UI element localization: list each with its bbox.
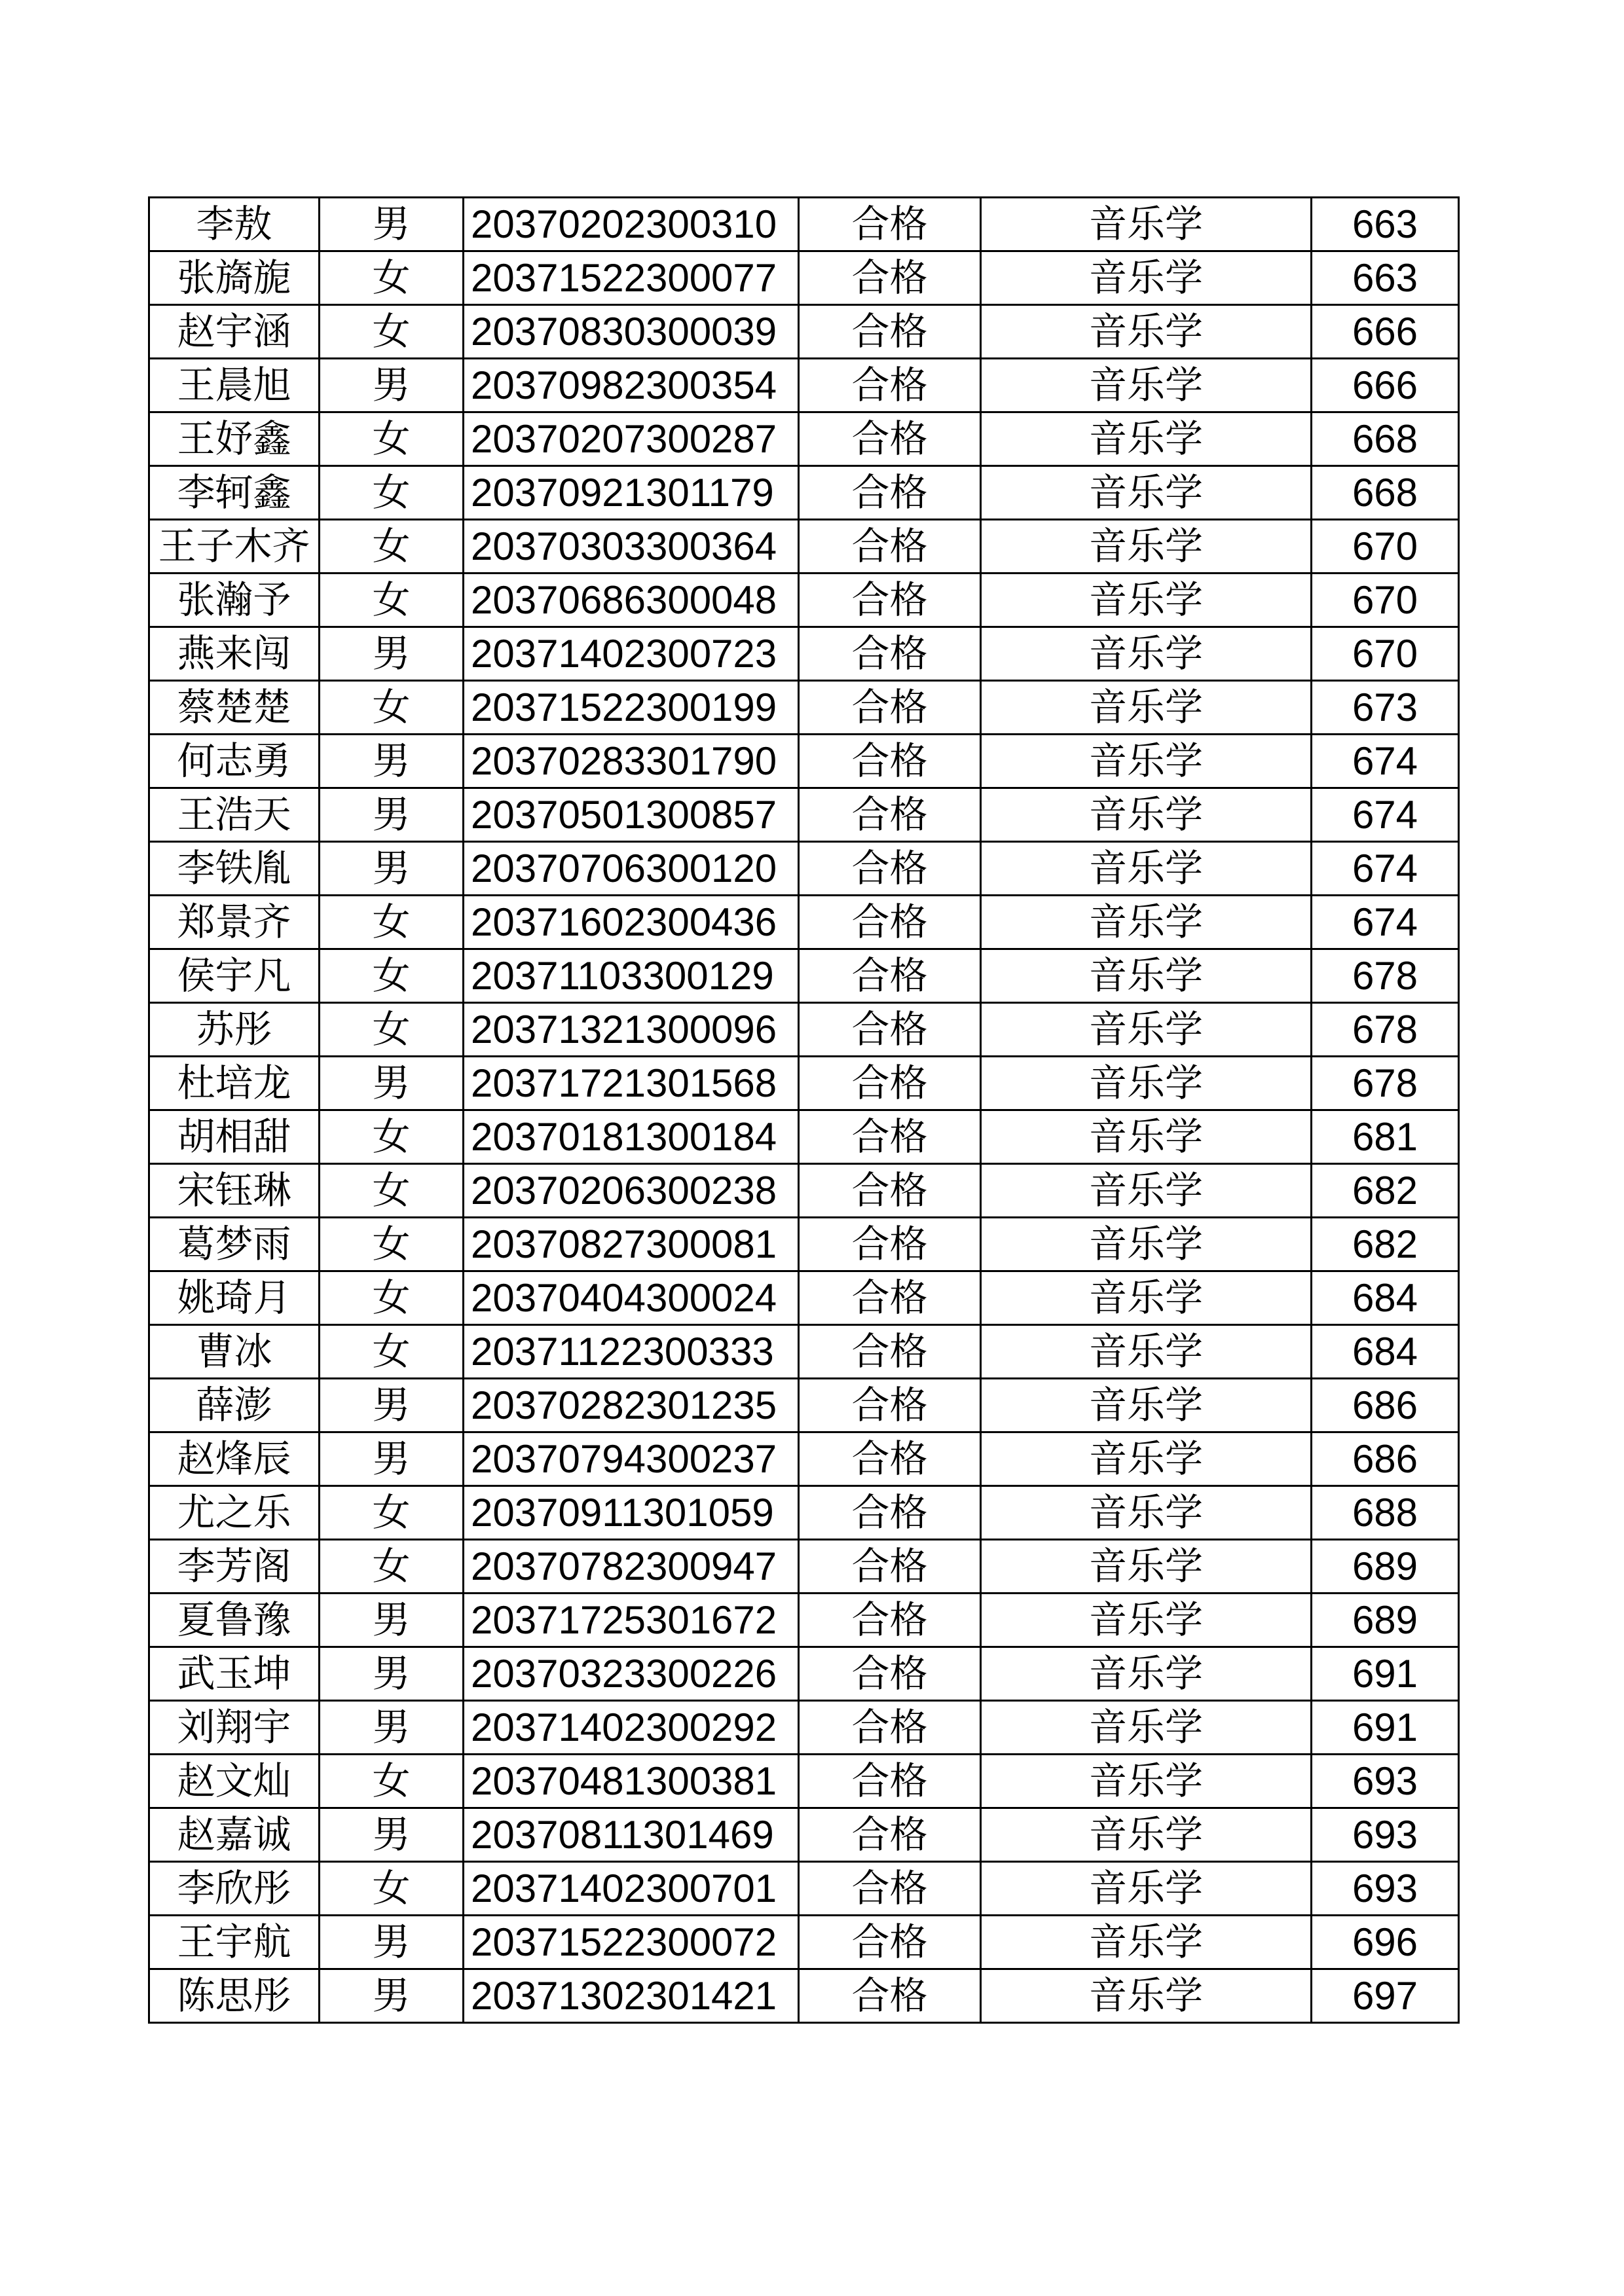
cell-score: 678 [1312,1003,1459,1057]
cell-result: 合格 [799,1969,981,2023]
table-row [149,842,1459,896]
cell-score: 674 [1312,735,1459,788]
table-row [149,305,1459,359]
cell-major: 音乐学 [981,466,1312,520]
cell-score: 666 [1312,305,1459,359]
cell-result: 合格 [799,1325,981,1379]
table-row [149,1969,1459,2023]
table-row [149,1110,1459,1164]
cell-score: 689 [1312,1594,1459,1647]
cell-result: 合格 [799,251,981,305]
cell-gender: 女 [320,681,464,735]
cell-exam-id: 20371321300096 [464,1003,799,1057]
cell-score: 684 [1312,1325,1459,1379]
cell-name: 李敖 [149,198,320,251]
cell-name: 王妤鑫 [149,412,320,466]
cell-major: 音乐学 [981,359,1312,412]
cell-major: 音乐学 [981,1647,1312,1701]
table-row [149,949,1459,1003]
cell-result: 合格 [799,1862,981,1916]
cell-exam-id: 20370181300184 [464,1110,799,1164]
cell-score: 673 [1312,681,1459,735]
table-row [149,1701,1459,1755]
cell-exam-id: 20370202300310 [464,198,799,251]
cell-gender: 女 [320,412,464,466]
cell-exam-id: 20371302301421 [464,1969,799,2023]
cell-score: 668 [1312,412,1459,466]
cell-exam-id: 20371522300077 [464,251,799,305]
cell-score: 697 [1312,1969,1459,2023]
table-row [149,627,1459,681]
cell-result: 合格 [799,1271,981,1325]
cell-exam-id: 20370283301790 [464,735,799,788]
cell-result: 合格 [799,359,981,412]
cell-major: 音乐学 [981,735,1312,788]
cell-result: 合格 [799,1057,981,1110]
cell-exam-id: 20370501300857 [464,788,799,842]
cell-gender: 男 [320,627,464,681]
cell-gender: 男 [320,1432,464,1486]
cell-score: 670 [1312,574,1459,627]
cell-gender: 男 [320,842,464,896]
cell-gender: 男 [320,359,464,412]
cell-name: 王晨旭 [149,359,320,412]
cell-result: 合格 [799,788,981,842]
table-row [149,520,1459,574]
cell-score: 674 [1312,896,1459,949]
cell-gender: 男 [320,1916,464,1969]
cell-name: 李轲鑫 [149,466,320,520]
table-row [149,735,1459,788]
cell-name: 张瀚予 [149,574,320,627]
cell-exam-id: 20371721301568 [464,1057,799,1110]
cell-exam-id: 20371602300436 [464,896,799,949]
cell-exam-id: 20370782300947 [464,1540,799,1594]
cell-score: 666 [1312,359,1459,412]
cell-score: 678 [1312,1057,1459,1110]
cell-gender: 女 [320,1325,464,1379]
cell-name: 王子木齐 [149,520,320,574]
cell-exam-id: 20370282301235 [464,1379,799,1432]
cell-name: 胡相甜 [149,1110,320,1164]
table-row [149,251,1459,305]
cell-major: 音乐学 [981,1862,1312,1916]
table-row [149,788,1459,842]
table-row [149,574,1459,627]
cell-result: 合格 [799,1540,981,1594]
cell-name: 赵宇涵 [149,305,320,359]
cell-score: 682 [1312,1164,1459,1218]
cell-score: 668 [1312,466,1459,520]
table-row [149,1486,1459,1540]
cell-exam-id: 20371522300072 [464,1916,799,1969]
cell-name: 武玉坤 [149,1647,320,1701]
cell-score: 689 [1312,1540,1459,1594]
cell-result: 合格 [799,520,981,574]
cell-result: 合格 [799,305,981,359]
cell-result: 合格 [799,1432,981,1486]
cell-score: 686 [1312,1379,1459,1432]
cell-gender: 女 [320,251,464,305]
cell-name: 蔡楚楚 [149,681,320,735]
cell-gender: 女 [320,1218,464,1271]
cell-major: 音乐学 [981,788,1312,842]
cell-exam-id: 20370206300238 [464,1164,799,1218]
cell-major: 音乐学 [981,1003,1312,1057]
cell-exam-id: 20370921301179 [464,466,799,520]
cell-exam-id: 20370982300354 [464,359,799,412]
cell-major: 音乐学 [981,1164,1312,1218]
cell-result: 合格 [799,1164,981,1218]
results-table [148,196,1460,2024]
cell-result: 合格 [799,1218,981,1271]
cell-result: 合格 [799,1808,981,1862]
table-row [149,1379,1459,1432]
cell-name: 姚琦月 [149,1271,320,1325]
cell-result: 合格 [799,681,981,735]
cell-major: 音乐学 [981,520,1312,574]
cell-result: 合格 [799,412,981,466]
cell-result: 合格 [799,627,981,681]
cell-name: 葛梦雨 [149,1218,320,1271]
cell-name: 王宇航 [149,1916,320,1969]
cell-result: 合格 [799,1486,981,1540]
cell-name: 杜培龙 [149,1057,320,1110]
cell-major: 音乐学 [981,1808,1312,1862]
cell-score: 688 [1312,1486,1459,1540]
cell-exam-id: 20371122300333 [464,1325,799,1379]
cell-gender: 女 [320,1862,464,1916]
cell-score: 691 [1312,1647,1459,1701]
cell-major: 音乐学 [981,1110,1312,1164]
cell-exam-id: 20371725301672 [464,1594,799,1647]
cell-gender: 男 [320,788,464,842]
cell-name: 李芳阁 [149,1540,320,1594]
cell-name: 刘翔宇 [149,1701,320,1755]
table-row [149,1594,1459,1647]
cell-name: 赵嘉诚 [149,1808,320,1862]
table-row [149,1862,1459,1916]
table-row [149,466,1459,520]
cell-major: 音乐学 [981,1218,1312,1271]
cell-result: 合格 [799,1755,981,1808]
cell-exam-id: 20370794300237 [464,1432,799,1486]
cell-score: 693 [1312,1862,1459,1916]
cell-major: 音乐学 [981,949,1312,1003]
cell-major: 音乐学 [981,627,1312,681]
cell-score: 693 [1312,1808,1459,1862]
cell-gender: 男 [320,1379,464,1432]
cell-name: 陈思彤 [149,1969,320,2023]
cell-result: 合格 [799,1701,981,1755]
cell-major: 音乐学 [981,1379,1312,1432]
cell-score: 678 [1312,949,1459,1003]
cell-name: 夏鲁豫 [149,1594,320,1647]
table-row [149,1540,1459,1594]
table-row [149,1057,1459,1110]
table-row [149,1325,1459,1379]
cell-major: 音乐学 [981,896,1312,949]
cell-major: 音乐学 [981,1701,1312,1755]
results-table-body [149,198,1459,2023]
cell-name: 苏彤 [149,1003,320,1057]
cell-gender: 男 [320,1808,464,1862]
cell-name: 尤之乐 [149,1486,320,1540]
cell-result: 合格 [799,949,981,1003]
cell-major: 音乐学 [981,1540,1312,1594]
cell-major: 音乐学 [981,1057,1312,1110]
cell-exam-id: 20370830300039 [464,305,799,359]
cell-result: 合格 [799,1003,981,1057]
cell-major: 音乐学 [981,305,1312,359]
cell-major: 音乐学 [981,1325,1312,1379]
cell-major: 音乐学 [981,1969,1312,2023]
cell-name: 宋钰琳 [149,1164,320,1218]
cell-result: 合格 [799,1110,981,1164]
cell-major: 音乐学 [981,1271,1312,1325]
cell-name: 何志勇 [149,735,320,788]
cell-exam-id: 20371402300723 [464,627,799,681]
cell-score: 663 [1312,251,1459,305]
cell-gender: 女 [320,896,464,949]
cell-result: 合格 [799,896,981,949]
cell-gender: 女 [320,1110,464,1164]
cell-result: 合格 [799,574,981,627]
table-row [149,681,1459,735]
cell-gender: 女 [320,520,464,574]
cell-exam-id: 20370686300048 [464,574,799,627]
cell-gender: 女 [320,1003,464,1057]
cell-name: 薛澎 [149,1379,320,1432]
table-row [149,1647,1459,1701]
cell-gender: 女 [320,574,464,627]
cell-major: 音乐学 [981,251,1312,305]
cell-name: 张旖旎 [149,251,320,305]
cell-score: 682 [1312,1218,1459,1271]
cell-exam-id: 20370706300120 [464,842,799,896]
cell-exam-id: 20370481300381 [464,1755,799,1808]
cell-name: 曹冰 [149,1325,320,1379]
cell-major: 音乐学 [981,681,1312,735]
cell-exam-id: 20370827300081 [464,1218,799,1271]
cell-gender: 女 [320,949,464,1003]
results-table-container [148,196,1460,2024]
cell-name: 燕来闯 [149,627,320,681]
cell-major: 音乐学 [981,574,1312,627]
cell-exam-id: 20370323300226 [464,1647,799,1701]
cell-score: 681 [1312,1110,1459,1164]
cell-score: 670 [1312,520,1459,574]
cell-result: 合格 [799,1916,981,1969]
table-row [149,1808,1459,1862]
table-row [149,1218,1459,1271]
cell-name: 赵文灿 [149,1755,320,1808]
cell-result: 合格 [799,1647,981,1701]
cell-exam-id: 20371402300292 [464,1701,799,1755]
cell-major: 音乐学 [981,842,1312,896]
cell-score: 674 [1312,788,1459,842]
cell-major: 音乐学 [981,1486,1312,1540]
cell-result: 合格 [799,735,981,788]
cell-gender: 女 [320,1540,464,1594]
cell-result: 合格 [799,466,981,520]
cell-name: 郑景齐 [149,896,320,949]
cell-score: 684 [1312,1271,1459,1325]
cell-exam-id: 20371522300199 [464,681,799,735]
cell-score: 670 [1312,627,1459,681]
cell-name: 李欣彤 [149,1862,320,1916]
cell-score: 674 [1312,842,1459,896]
table-row [149,896,1459,949]
cell-exam-id: 20371103300129 [464,949,799,1003]
cell-result: 合格 [799,842,981,896]
cell-score: 691 [1312,1701,1459,1755]
cell-major: 音乐学 [981,1432,1312,1486]
cell-name: 赵烽辰 [149,1432,320,1486]
cell-name: 侯宇凡 [149,949,320,1003]
cell-exam-id: 20370207300287 [464,412,799,466]
cell-gender: 男 [320,1057,464,1110]
cell-result: 合格 [799,1594,981,1647]
cell-gender: 女 [320,1755,464,1808]
table-row [149,198,1459,251]
cell-score: 663 [1312,198,1459,251]
cell-gender: 女 [320,1164,464,1218]
cell-result: 合格 [799,1379,981,1432]
cell-major: 音乐学 [981,412,1312,466]
cell-gender: 女 [320,305,464,359]
cell-major: 音乐学 [981,198,1312,251]
cell-score: 686 [1312,1432,1459,1486]
cell-gender: 男 [320,1701,464,1755]
table-row [149,1003,1459,1057]
cell-exam-id: 20370404300024 [464,1271,799,1325]
cell-exam-id: 20370303300364 [464,520,799,574]
cell-name: 李铁胤 [149,842,320,896]
table-row [149,1916,1459,1969]
cell-result: 合格 [799,198,981,251]
cell-gender: 女 [320,1271,464,1325]
cell-major: 音乐学 [981,1916,1312,1969]
cell-gender: 男 [320,198,464,251]
cell-gender: 男 [320,1647,464,1701]
cell-name: 王浩天 [149,788,320,842]
table-row [149,359,1459,412]
cell-gender: 女 [320,1486,464,1540]
cell-exam-id: 20370811301469 [464,1808,799,1862]
table-row [149,1755,1459,1808]
table-row [149,1432,1459,1486]
cell-score: 696 [1312,1916,1459,1969]
cell-gender: 女 [320,466,464,520]
table-row [149,412,1459,466]
cell-exam-id: 20370911301059 [464,1486,799,1540]
table-row [149,1271,1459,1325]
cell-gender: 男 [320,735,464,788]
cell-score: 693 [1312,1755,1459,1808]
cell-major: 音乐学 [981,1594,1312,1647]
table-row [149,1164,1459,1218]
cell-gender: 男 [320,1594,464,1647]
cell-major: 音乐学 [981,1755,1312,1808]
cell-exam-id: 20371402300701 [464,1862,799,1916]
cell-gender: 男 [320,1969,464,2023]
